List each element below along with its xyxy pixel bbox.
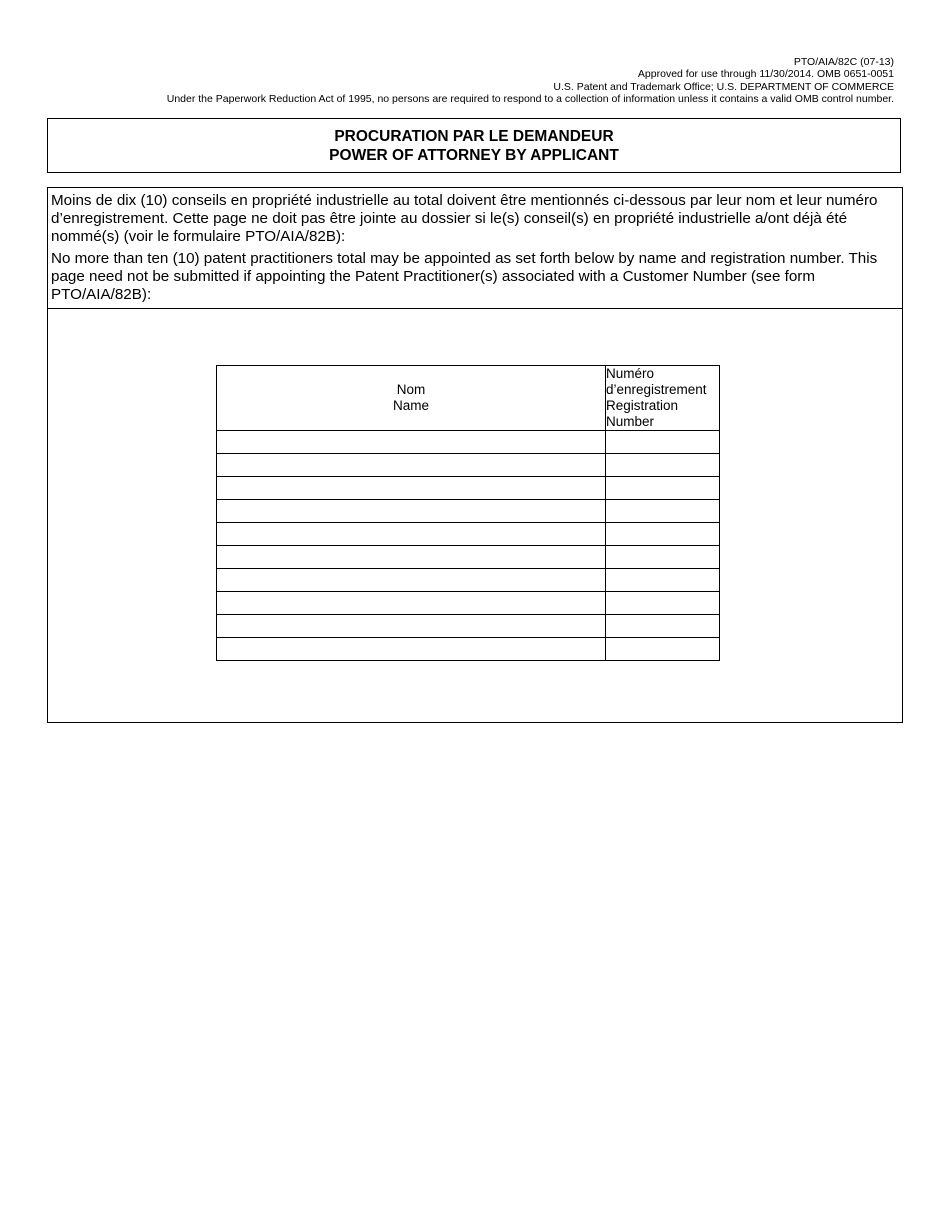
registration-number-cell[interactable] [606,592,720,615]
practitioner-name-cell[interactable] [217,500,606,523]
registration-number-cell[interactable] [606,569,720,592]
registration-number-cell[interactable] [606,431,720,454]
practitioner-section [47,187,903,723]
reg-header-english-1: Registration [606,398,679,413]
practitioner-name-cell[interactable] [217,638,606,661]
reg-header-french-1: Numéro [606,366,655,381]
name-header-english: Name [392,398,429,413]
table-row [217,615,720,638]
registration-number-cell[interactable] [606,454,720,477]
registration-number-cell[interactable] [606,615,720,638]
registration-column-header [606,366,720,431]
form-id: PTO/AIA/82C (07-13) [793,56,894,68]
table-row [217,454,720,477]
practitioner-name-cell[interactable] [217,569,606,592]
table-row [217,592,720,615]
table-row [217,431,720,454]
table-row [217,546,720,569]
practitioner-name-cell[interactable] [217,615,606,638]
practitioner-table [216,365,720,661]
instructions-english: No more than ten (10) patent practitioners total may be appointed as set forth below by name and registration number. This page need not be submitted if appointing the Patent Practitioner(s) associated with a Customer Number (see form PTO/AIA/82B): [51,250,878,303]
table-row [217,477,720,500]
omb-approval: Approved for use through 11/30/2014. OMB 0651-0051 [637,68,894,81]
registration-number-cell[interactable] [606,546,720,569]
registration-number-cell[interactable] [606,523,720,546]
paperwork-notice: Under the Paperwork Reduction Act of 1995, no persons are required to respond to a collection of information unless it contains a valid OMB control number. [166,93,894,106]
title-english: POWER OF ATTORNEY BY APPLICANT [329,147,619,164]
instructions [48,188,902,309]
practitioner-name-cell[interactable] [217,592,606,615]
name-column-header [217,366,606,431]
reg-header-french-2: d’enregistrement [606,382,707,397]
registration-number-cell[interactable] [606,477,720,500]
instructions-french: Moins de dix (10) conseils en propriété industrielle au total doivent être mentionnés ci-dessous par leur nom et leur numéro d’enregistrement. Cette page ne doit pas être jointe au dossier si le(s) conseil(s) en propriété industrielle a/ont déjà été nommé(s) (voir le formulaire PTO/AIA/82B): [51,192,878,245]
practitioner-name-cell[interactable] [217,523,606,546]
practitioner-name-cell[interactable] [217,477,606,500]
agency-name: U.S. Patent and Trademark Office; U.S. DEPARTMENT OF COMMERCE [553,80,894,93]
practitioner-name-cell[interactable] [217,454,606,477]
reg-header-english-2: Number [606,414,655,429]
practitioner-rows [217,431,720,661]
table-row [217,500,720,523]
table-row [217,523,720,546]
form-title-box [47,118,901,173]
table-row [217,569,720,592]
title-french: PROCURATION PAR LE DEMANDEUR [334,128,614,145]
name-header-french: Nom [396,382,426,397]
table-row [217,638,720,661]
practitioner-name-cell[interactable] [217,431,606,454]
registration-number-cell[interactable] [606,500,720,523]
registration-number-cell[interactable] [606,638,720,661]
practitioner-name-cell[interactable] [217,546,606,569]
form-header [167,56,894,106]
table-header-row [217,366,720,431]
